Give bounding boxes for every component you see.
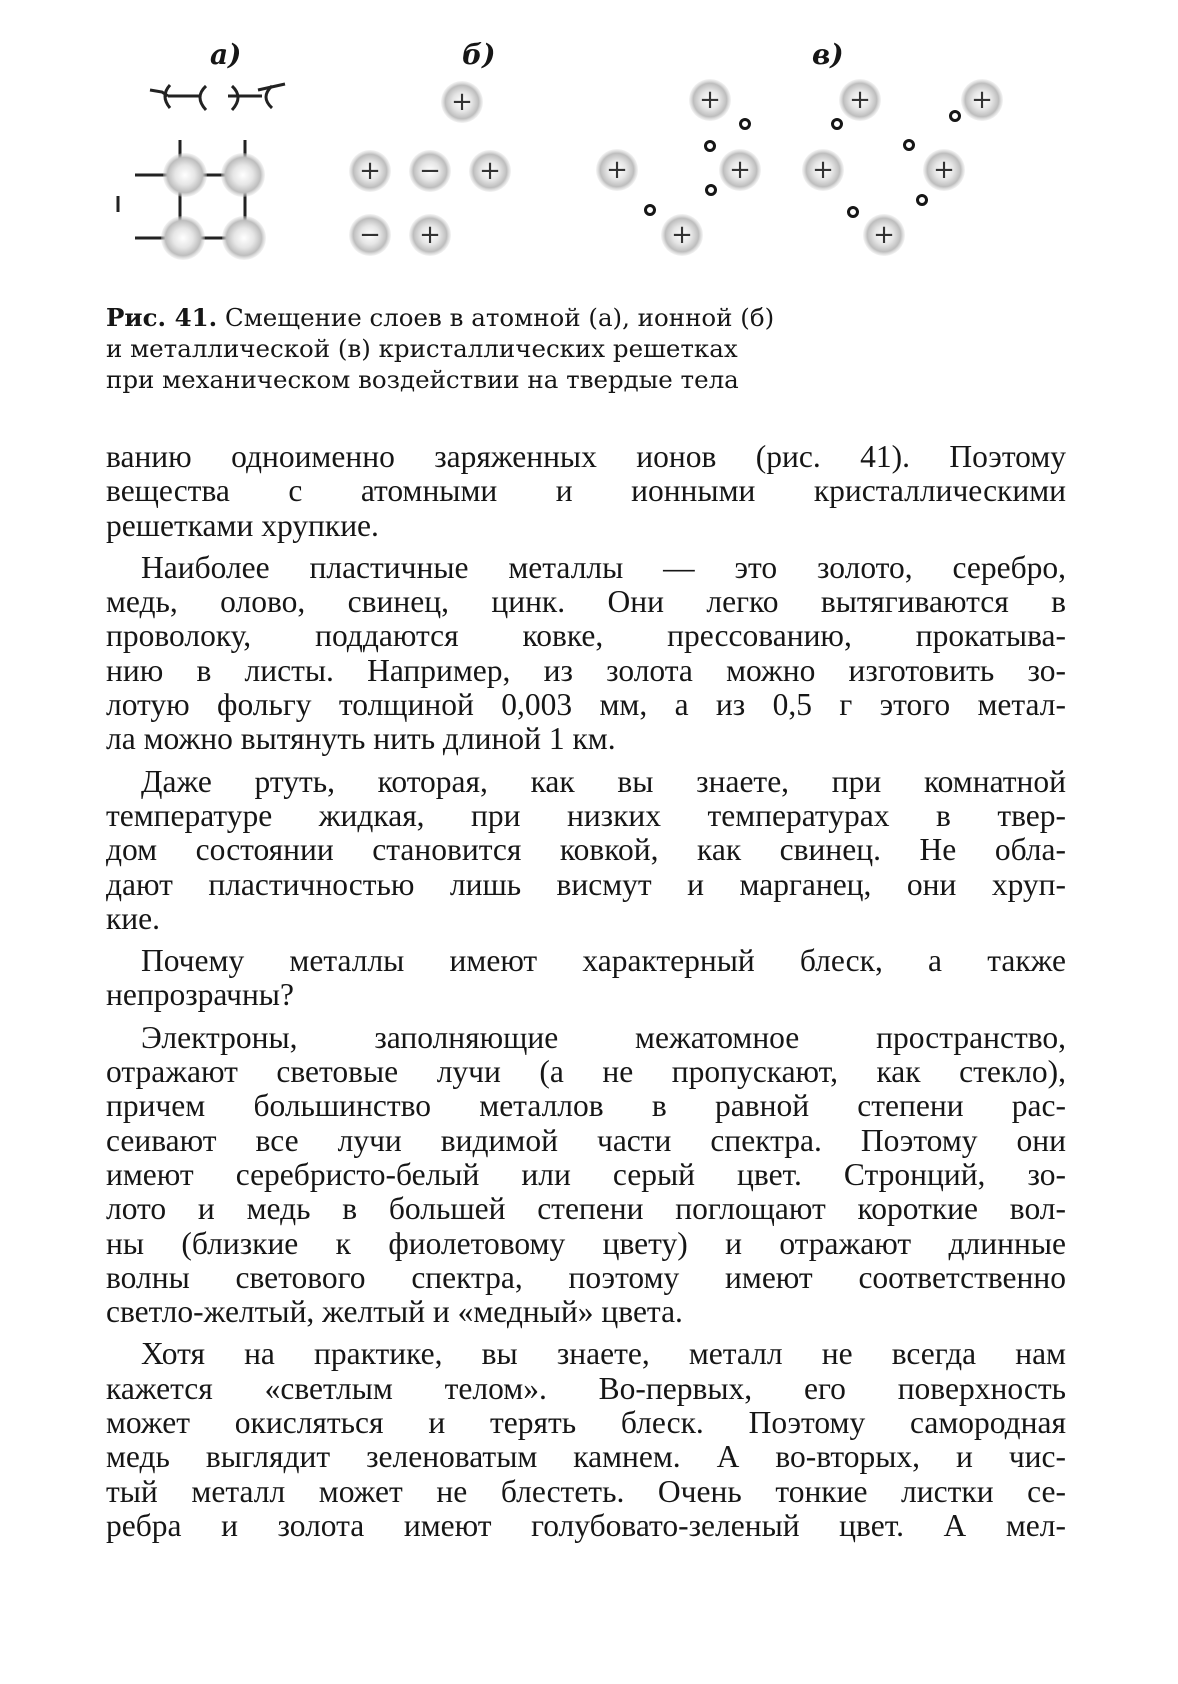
text-line: причем большинство металлов в равной степени рас- <box>106 1088 1066 1124</box>
ionic-lattice <box>349 81 511 256</box>
text-line: дают пластичностью лишь висмут и марганец, они хруп- <box>106 866 1066 902</box>
plus-sign: + <box>933 155 955 185</box>
text-line: кажется «светлым телом». Во-первых, его поверхность <box>106 1370 1066 1406</box>
text-line: Хотя на практике, вы знаете, металл не всегда нам <box>141 1336 1066 1372</box>
text-line: Почему металлы имеют характерный блеск, а также <box>141 943 1066 979</box>
atomic-lattice <box>118 84 285 260</box>
figure-caption <box>106 302 906 395</box>
text-line: дом состоянии становится ковкой, как свинец. Не обла- <box>106 832 1066 868</box>
plus-sign: + <box>451 87 473 117</box>
text-line: может окисляться и терять блеск. Поэтому самородная <box>106 1405 1066 1441</box>
paragraph-1 <box>106 440 1066 543</box>
plus-sign: + <box>971 85 993 115</box>
text-line: непрозрачны? <box>106 977 294 1013</box>
electrons <box>646 112 960 217</box>
plus-sign: + <box>479 156 501 186</box>
paragraph-2 <box>106 551 1066 757</box>
text-line: лото и медь в большей степени поглощают короткие вол- <box>106 1191 1066 1227</box>
plus-sign: + <box>671 220 693 250</box>
text-line: ванию одноименно заряженных ионов (рис. 41). Поэтому <box>106 439 1066 474</box>
text-line: медь, олово, свинец, цинк. Они легко вытягиваются в <box>106 584 1066 620</box>
text-line: Даже ртуть, которая, как вы знаете, при комнатной <box>141 763 1066 799</box>
plus-sign: + <box>359 156 381 186</box>
plus-sign: + <box>729 155 751 185</box>
paragraph-5 <box>106 1021 1066 1330</box>
atom <box>222 216 266 260</box>
panel-label-a: а) <box>210 38 242 71</box>
minus-sign: − <box>359 220 381 250</box>
caption-line: при механическом воздействии на твердые тела <box>106 365 739 394</box>
text-line: проволоку, поддаются ковке, прессованию, прокатыва- <box>106 618 1066 654</box>
body-text <box>106 440 1066 1543</box>
plus-sign: + <box>419 220 441 250</box>
plus-sign: + <box>812 155 834 185</box>
caption-line <box>106 302 906 333</box>
text-line: медь выглядит зеленоватым камнем. А во-вторых, и чис- <box>106 1439 1066 1475</box>
minus-sign: − <box>419 156 441 186</box>
text-line: Электроны, заполняющие межатомное пространство, <box>141 1019 1066 1055</box>
atom <box>161 216 205 260</box>
paragraph-4 <box>106 944 1066 1013</box>
text-line: тый металл может не блестеть. Очень тонкие листки се- <box>106 1473 1066 1509</box>
atom <box>163 153 207 197</box>
text-line: ребра и золота имеют голубовато-зеленый цвет. А мел- <box>106 1507 1066 1543</box>
text-line: ны (близкие к фиолетовому цвету) и отражают длинные <box>106 1225 1066 1261</box>
text-line: решетками хрупкие. <box>106 507 379 543</box>
text-line: сеивают все лучи видимой части спектра. Поэтому они <box>106 1122 1066 1158</box>
text-line: нию в листы. Например, из золота можно изготовить зо- <box>106 652 1066 688</box>
paragraph-6 <box>106 1337 1066 1543</box>
text-line: кие. <box>106 900 161 936</box>
plus-sign: + <box>873 220 895 250</box>
crystal-lattice-figure <box>0 0 1178 300</box>
plus-sign: + <box>849 85 871 115</box>
text-line: светло-желтый, желтый и «медный» цвета. <box>106 1294 683 1330</box>
text-line: лотую фольгу толщиной 0,003 мм, а из 0,5 г этого метал- <box>106 687 1066 723</box>
plus-sign: + <box>606 155 628 185</box>
text-line: вещества с атомными и ионными кристаллическими <box>106 473 1066 509</box>
text-line: температуре жидкая, при низких температурах в твер- <box>106 797 1066 833</box>
paragraph-3 <box>106 765 1066 936</box>
panel-label-b: б) <box>462 38 496 71</box>
plus-sign: + <box>699 85 721 115</box>
panel-label-c: в) <box>812 38 844 71</box>
text-line: ла можно вытянуть нить длиной 1 км. <box>106 721 616 757</box>
text-line: Наиболее пластичные металлы — это золото, серебро, <box>141 549 1066 585</box>
text-line: имеют серебристо-белый или серый цвет. Стронций, зо- <box>106 1156 1066 1192</box>
caption-text: Смещение слоев в атомной (а), ионной (б) <box>225 303 775 332</box>
atom <box>221 153 265 197</box>
caption-line: и металлической (в) кристаллических решетках <box>106 334 738 363</box>
text-line: отражают световые лучи (а не пропускают, как стекло), <box>106 1054 1066 1090</box>
metallic-lattice <box>596 79 1003 256</box>
text-line: волны светового спектра, поэтому имеют соответственно <box>106 1259 1066 1295</box>
caption-number: Рис. 41. <box>106 303 218 332</box>
